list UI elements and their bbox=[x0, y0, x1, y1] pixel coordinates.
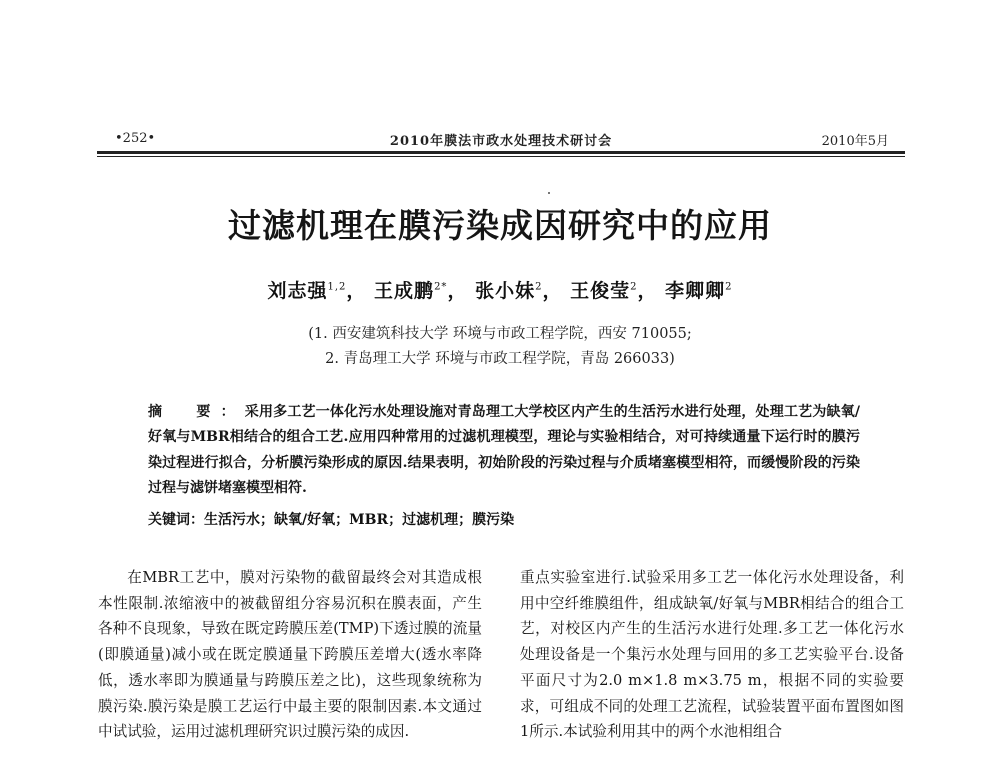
author-name: 李卿卿 bbox=[665, 280, 726, 302]
author-name: 王成鹏 bbox=[374, 280, 435, 302]
affiliation-1: (1. 西安建筑科技大学 环境与市政工程学院，西安 710055; bbox=[308, 326, 692, 342]
body-column-left bbox=[98, 565, 482, 745]
scan-speck bbox=[548, 192, 550, 194]
publication-date: 2010年5月 bbox=[821, 134, 889, 149]
author-affil-mark: 2* bbox=[434, 281, 448, 293]
body-paragraph: 重点实验室进行.试验采用多工艺一体化污水处理设备，利用中空纤维膜组件，组成缺氧/好氧与MBR相结合的组合工艺，对校区内产生的生活污水进行处理.多工艺一体化污水处理设备是一个集污水处理与回用的多工艺实验平台.设备平面尺寸为2.0 m×1.8 m×3.75 m，根据不同的实验要求，可组成不同的处理工艺流程，试验装置平面布置图如图1所示.本试验利用其中的两个水池相组合 bbox=[520, 569, 904, 741]
author-list: 刘志强$^{1,2}$， 王成鹏$^{2*}$， 张小妹$^2$， 王俊莹$^2$， 李卿卿$^2$ bbox=[267, 280, 733, 302]
running-header bbox=[97, 128, 905, 150]
author-affil-mark: 1,2 bbox=[327, 281, 347, 293]
header-rule-thick bbox=[97, 151, 905, 154]
keywords-label: 关键词： bbox=[148, 512, 204, 528]
abstract-label: 摘 要： bbox=[148, 404, 245, 420]
author-name: 王俊莹 bbox=[570, 280, 631, 302]
affiliation-2: 2. 青岛理工大学 环境与市政工程学院，青岛 266033) bbox=[325, 351, 675, 367]
author-name: 刘志强 bbox=[267, 280, 328, 302]
author-affil-mark: 2 bbox=[630, 281, 638, 293]
body-column-right bbox=[520, 565, 904, 745]
keywords bbox=[148, 509, 860, 529]
paper-title: 过滤机理在膜污染成因研究中的应用 bbox=[228, 206, 772, 245]
conference-name: 2010年膜法市政水处理技术研讨会 bbox=[389, 134, 613, 149]
body-paragraph: 在MBR工艺中，膜对污染物的截留最终会对其造成根本性限制.浓缩液中的被截留组分容易沉积在膜表面，产生各种不良现象，导致在既定跨膜压差(TMP)下透过膜的流量(即膜通量)减小或在既定膜通量下跨膜压差增大(透水率降低，透水率即为膜通量与跨膜压差之比)，这些现象统称为膜污染.膜污染是膜工艺运行中最主要的限制因素.本文通过中试试验，运用过滤机理研究识过膜污染的成因. bbox=[98, 569, 482, 741]
author-affil-mark: 2 bbox=[725, 281, 733, 293]
header-rule-thin bbox=[97, 156, 905, 157]
page-number: •252• bbox=[115, 131, 156, 146]
abstract-text: 采用多工艺一体化污水处理设施对青岛理工大学校区内产生的生活污水进行处理，处理工艺为缺氧/好氧与MBR相结合的组合工艺.应用四种常用的过滤机理模型，理论与实验相结合，对可持续通量下运行时的膜污染过程进行拟合，分析膜污染形成的原因.结果表明，初始阶段的污染过程与介质堵塞模型相符，而缓慢阶段的污染过程与滤饼堵塞模型相符. bbox=[148, 404, 860, 496]
abstract bbox=[148, 400, 860, 501]
keywords-text: 生活污水；缺氧/好氧；MBR；过滤机理；膜污染 bbox=[204, 512, 515, 528]
author-affil-mark: 2 bbox=[535, 281, 543, 293]
author-name: 张小妹 bbox=[475, 280, 536, 302]
